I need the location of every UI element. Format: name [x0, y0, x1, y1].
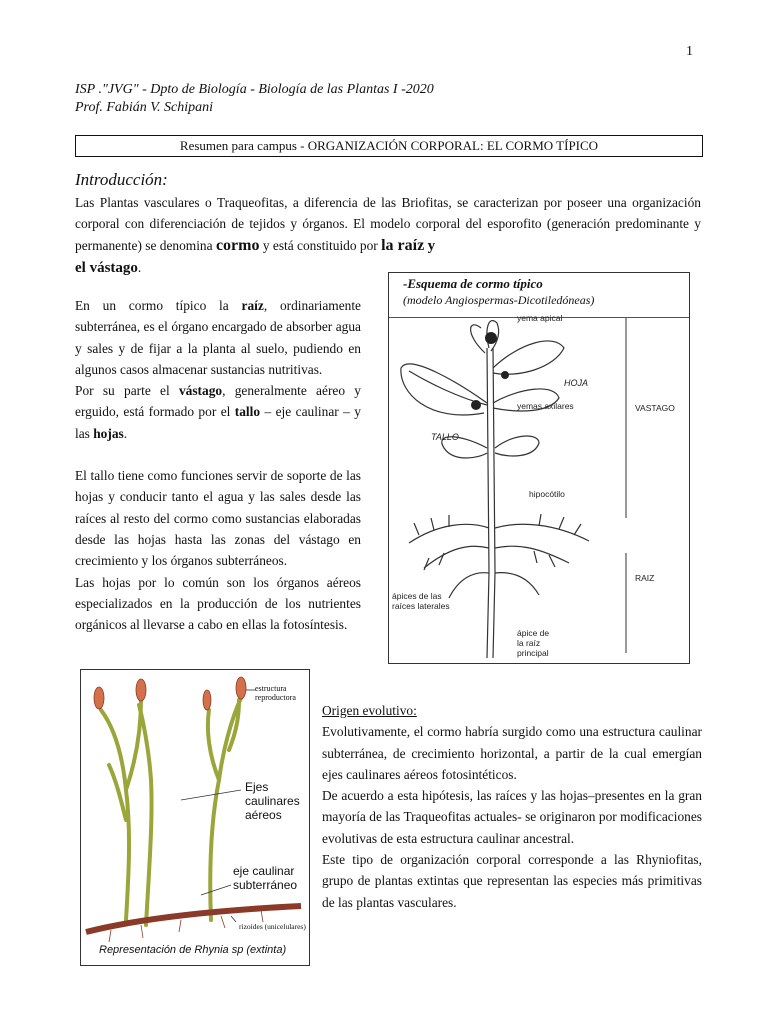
rhynia-figure: [80, 669, 310, 966]
label-tallo: TALLO: [431, 432, 459, 442]
rhynia-caption: Representación de Rhynia sp (extinta): [99, 944, 287, 956]
main-root-outline: [487, 573, 495, 658]
origen-heading: Origen evolutivo:: [322, 703, 417, 718]
intro-paragraph-1: Las Plantas vasculares o Traqueofitas, a diferencia de las Briofitas, se caracterizan por poseer una organización corporal con diferenciación de tejidos y órganos. El modelo corporal del esporofito (generación predominante y permanente) se denomina cormo y está constituido por la raíz y el vástago.: [75, 195, 701, 276]
upper-right-leaf: [493, 341, 564, 374]
page-number: 1: [686, 44, 693, 59]
label-eje-subterraneo: eje caulinar subterráneo: [233, 864, 298, 892]
stem-outline: [487, 348, 495, 573]
document-title: Resumen para campus - ORGANIZACIÓN CORPORAL: EL CORMO TÍPICO: [75, 135, 703, 157]
label-hipocotilo: hipocótilo: [529, 489, 565, 499]
label-ejes-caulinares: Ejes caulinares aéreos: [245, 780, 300, 822]
lower-right-leaf: [495, 436, 539, 456]
label-hoja: HOJA: [564, 378, 589, 388]
label-estructura-reproductora: estructura reproductora: [255, 684, 296, 702]
label-apices-laterales: ápices de las raíces laterales: [392, 591, 450, 611]
origen-paragraph-1: Evolutivamente, el cormo habría surgido como una estructura caulinar subterránea, de crecimiento horizontal, a partir de la cual emergían ejes caulinares aéreos fotosintéticos.: [322, 724, 702, 782]
paragraph-raiz: En un cormo típico la raíz, ordinariamente subterránea, es el órgano encargado de absorber agua y sales y de fijar a la planta al suelo, pudiendo en algunos casos almacenar sustancias nutritivas.: [75, 298, 361, 377]
paragraph-tallo: El tallo tiene como funciones servir de soporte de las hojas y conducir tanto el agua y las sales desde las raíces al resto del cormo como sustancias elaboradas desde las hojas hasta las zonas del vástago en crecimiento y los órganos subterráneos.: [75, 468, 361, 569]
origen-paragraph-2: De acuerdo a esta hipótesis, las raíces y las hojas–presentes en la gran mayoría de las Traqueofitas actuales- se originaron por modificaciones evolutivas de esta estructura caulinar ancestral.: [322, 788, 702, 846]
origen-section: [322, 700, 702, 913]
label-yemas-axilares: yemas axilares: [517, 401, 574, 411]
label-raiz: RAIZ: [635, 573, 655, 583]
header-line-2: Prof. Fabián V. Schipani: [75, 100, 214, 115]
header-line-1: ISP ."JVG" - Dpto de Biología - Biología de las Plantas I -2020: [75, 82, 434, 97]
intro-left-column: [75, 295, 361, 635]
label-apice-principal: ápice de la raíz principal: [517, 628, 550, 658]
intro-heading: Introducción:: [75, 170, 168, 189]
paragraph-hojas: Las hojas por lo común son los órganos aéreos especializados en la producción de los nutrientes orgánicos al llevarse a cabo en ellas la fotosíntesis.: [75, 574, 361, 633]
cormo-figure-subtitle: (modelo Angiospermas-Dicotiledóneas): [403, 293, 595, 307]
lateral-roots-upper: [409, 524, 589, 543]
origen-paragraph-3: Este tipo de organización corporal corresponde a las Rhyniofitas, grupo de plantas extintas que representan las especies más primitivas de las plantas vasculares.: [322, 852, 702, 910]
cormo-figure: [388, 272, 690, 664]
label-rizoides: rizoides (unicelulares): [239, 922, 306, 931]
paragraph-vastago: Por su parte el vástago, generalmente aéreo y erguido, está formado por el tallo – eje caulinar – y las hojas.: [75, 383, 361, 441]
cormo-figure-title: -Esquema de cormo típico: [403, 276, 543, 291]
label-yema-apical: yema apical: [517, 313, 563, 323]
sporangium: [94, 687, 104, 709]
label-vastago: VASTAGO: [635, 403, 675, 413]
